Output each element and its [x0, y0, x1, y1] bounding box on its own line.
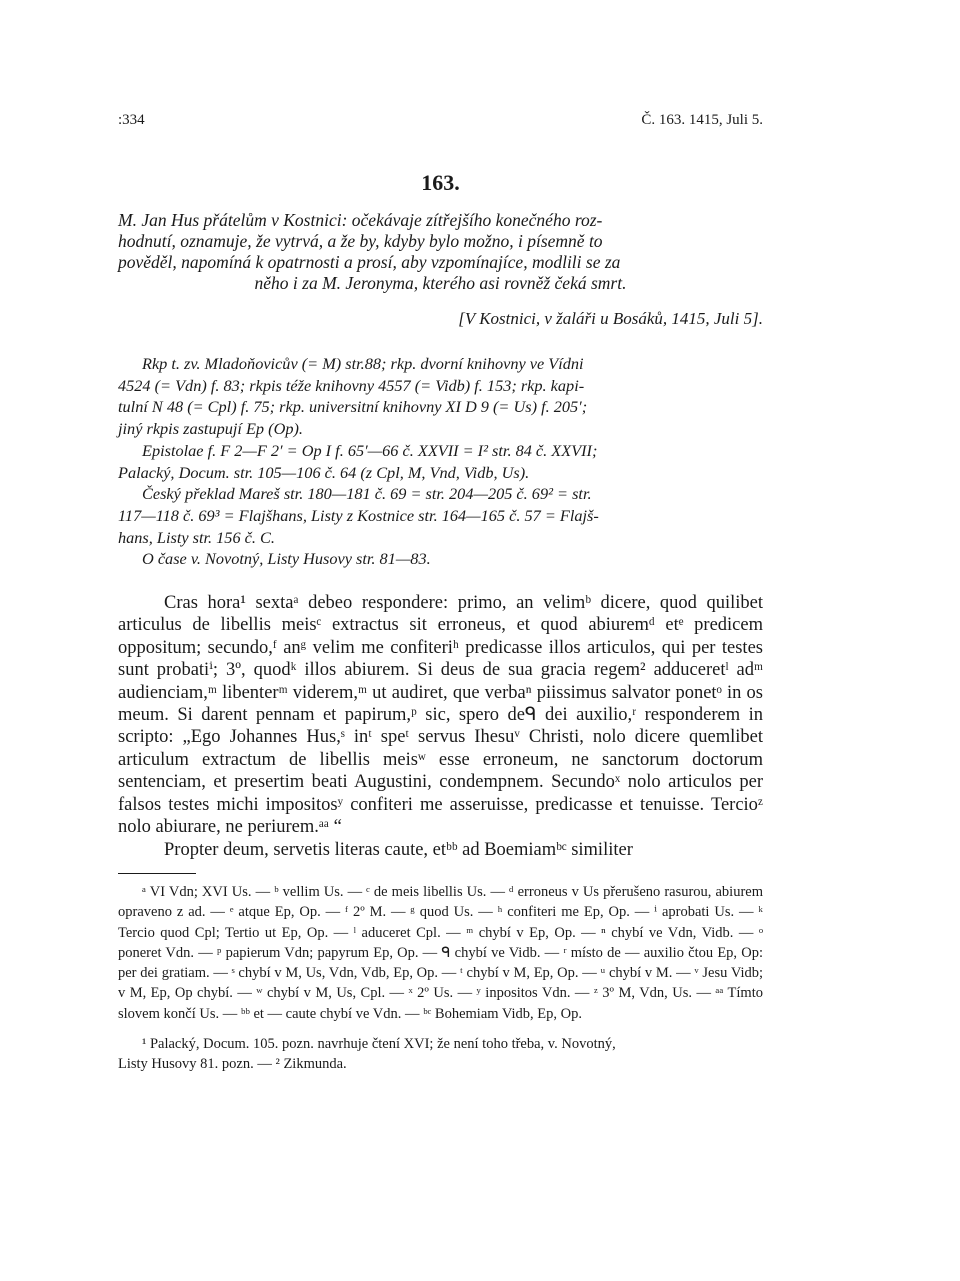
summary [118, 210, 763, 294]
running-head [118, 112, 763, 140]
place-date: [V Kostnici, v žaláři u Bosáků, 1415, Juli 5]. [458, 309, 763, 328]
explanatory-line: ¹ Palacký, Docum. 105. pozn. navrhuje čtení XVI; že není toho třeba, v. Novotný, [142, 1035, 616, 1052]
page [118, 112, 763, 1075]
source-line: 4524 (= Vdn) f. 83; rkpis téže knihovny 4557 (= Vidb) f. 153; rkp. kapi- [118, 375, 585, 395]
sources-list [118, 353, 763, 570]
letter-paragraph: Propter deum, servetis literas caute, etᵇᵇ ad Boemiamᵇᶜ similiter [164, 839, 633, 860]
source-line: jiný rkpis zastupují Ep (Op). [118, 419, 303, 439]
source-line: hans, Listy str. 156 č. C. [118, 527, 275, 547]
letter-paragraph: Cras hora¹ sextaᵃ debeo respondere: primo, an velimᵇ dicere, quod quilibet articulus de libellis meisᶜ extractus sit erroneus, et quod abiuremᵈ etᵉ predicem oppositum; secundo,ᶠ anᵍ velim me confiteriʰ predicasse illos articulos, qui per testes sunt probatiⁱ; 3º, quodᵏ illos abiurem. Si deus de sua gracia regem² adduceretˡ adᵐ audienciam,ᵐ libenterᵐ viderem,ᵐ ut audiret, que verbaⁿ piissimus salvator ponetᵒ in os meum. Si darent pennam et papirum,ᵖ sic, spero deᑫ dei auxilio,ʳ responderem in scripto: „Ego Johannes Hus,ˢ inᵗ speᵗ servus Ihesuᵛ Christi, nolo dicere quemlibet articulum extractum de libellis meisʷ esse erroneum, ne sanctorum doctorum sentenciam, et presertim beati Augustini, condempnem. Secundoˣ nolo articulos per falsos testes michi impositosʸ confiteri me asseruisse, predicasse et tenuisse. Tercioᶻ nolo abiurare, ne periurem.ᵃᵃ “ [118, 593, 763, 838]
summary-line: pověděl, napomíná k opatrnosti a prosí, aby vzpomínajíce, modlili se za [118, 252, 621, 272]
source-line: 117—118 č. 69³ = Flajšhans, Listy z Kostnice str. 164—165 č. 57 = Flajš- [118, 505, 599, 525]
explanatory-notes [118, 1034, 763, 1075]
source-line: tulní N 48 (= Cpl) f. 75; rkp. universitní knihovny XI D 9 (= Us) f. 205′; [118, 397, 588, 417]
source-line: Epistolae f. F 2—F 2′ = Op I f. 65′—66 č. XXVII = I² str. 84 č. XXVII; [142, 440, 598, 460]
source-line: Český překlad Mareš str. 180—181 č. 69 = str. 204—205 č. 69² = str. [142, 484, 592, 504]
source-line: Palacký, Docum. str. 105—106 č. 64 (z Cpl, M, Vnd, Vidb, Us). [118, 462, 530, 482]
apparatus-notes [118, 882, 763, 1024]
summary-line: hodnutí, oznamuje, že vytrvá, a že by, kdyby bylo možno, i písemně to [118, 231, 603, 251]
summary-line: M. Jan Hus přátelům v Kostnici: očekávaje zítřejšího konečného roz- [118, 210, 603, 230]
footnote-divider [118, 873, 196, 874]
document-number: 163. [421, 170, 460, 195]
apparatus-text: ᵃ VI Vdn; XVI Us. — ᵇ vellim Us. — ᶜ de meis libellis Us. — ᵈ erroneus v Us přerušeno rasurou, abiurem opraveno z ad. — ᵉ atque Ep, Op. — ᶠ 2º M. — ᵍ quod Us. — ʰ confiteri me Ep, Op. — ⁱ aprobati Us. — ᵏ Tercio quod Cpl; Tertio ut Ep, Op. — ˡ aduceret Cpl. — ᵐ chybí v Ep, Op. — ⁿ chybí ve Vdn, Vidb. — ᵒ poneret Vdn. — ᵖ papierum Vdn; papyrum Ep, Op. — ᑫ chybí ve Vidb. — ʳ místo de — auxilio čtou Ep, Op: per dei gratiam. — ˢ chybí v M, Us, Vdn, Vdb, Ep, Op. — ᵗ chybí v M, Ep, Op. — ᵘ chybí v M. — ᵛ Jesu Vidb; v M, Ep, Op chybí. — ʷ chybí v M, Us, Cpl. — ˣ 2º Us. — ʸ inpositos Vdn. — ᶻ 3º M, Vdn, Us. — ᵃᵃ Tímto slovem končí Us. — ᵇᵇ et — caute chybí ve Vdn. — ᵇᶜ Bohemiam Vidb, Ep, Op. [118, 883, 763, 1022]
page-number: :334 [118, 112, 145, 128]
summary-line: něho i za M. Jeronyma, kterého asi rovněž čeká smrt. [254, 273, 627, 293]
explanatory-line: Listy Husovy 81. pozn. — ² Zikmunda. [118, 1056, 347, 1073]
running-title: Č. 163. 1415, Juli 5. [641, 112, 763, 128]
letter-text [118, 592, 763, 861]
source-line: O čase v. Novotný, Listy Husovy str. 81—83. [142, 549, 431, 569]
source-line: Rkp t. zv. Mladoňovicův (= M) str.88; rkp. dvorní knihovny ve Vídni [142, 354, 584, 373]
